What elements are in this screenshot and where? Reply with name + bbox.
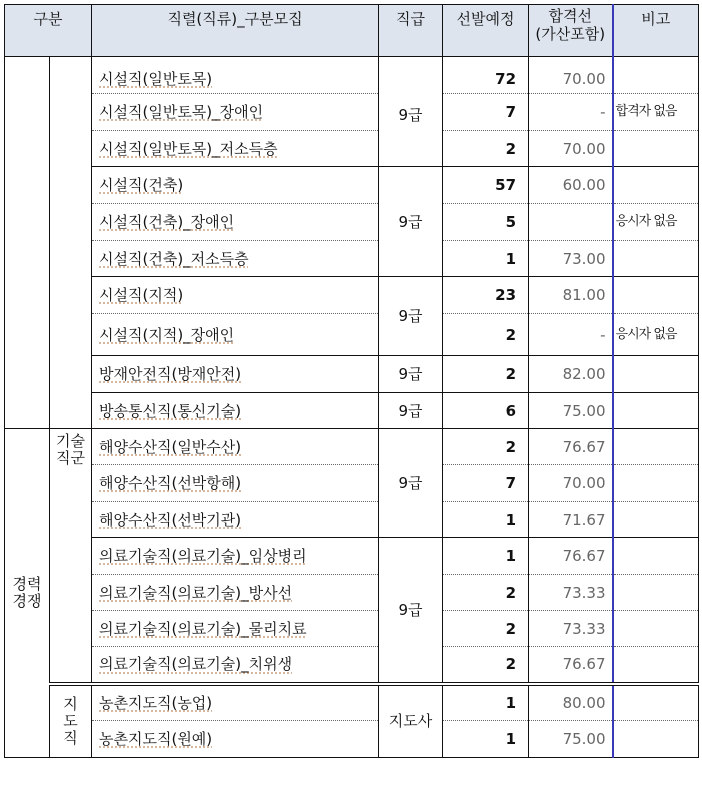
- selection-cell: 5: [443, 204, 529, 241]
- pass-cell: 76.67: [529, 647, 613, 684]
- table-row: [5, 167, 699, 204]
- note-cell: [613, 241, 699, 277]
- note-cell: [613, 465, 699, 502]
- selection-cell: 1: [443, 684, 529, 721]
- spacer-cell: [443, 57, 529, 65]
- table-row: [5, 131, 699, 167]
- table-row: [5, 721, 699, 758]
- selection-cell: 1: [443, 502, 529, 538]
- note-cell: [613, 575, 699, 611]
- note-cell: [613, 721, 699, 758]
- header-category: 구분: [5, 5, 92, 57]
- header-pass-line-1: 합격선: [548, 7, 592, 25]
- pass-cell: 70.00: [529, 65, 613, 94]
- pass-cell: 80.00: [529, 684, 613, 721]
- table-row: [5, 611, 699, 647]
- note-cell: [613, 684, 699, 721]
- header-grade: 직급: [379, 5, 443, 57]
- selection-cell: 72: [443, 65, 529, 94]
- pass-cell: 76.67: [529, 429, 613, 465]
- job-cell: 방송통신직(통신기술): [92, 393, 379, 429]
- header-selection: 선발예정: [443, 5, 529, 57]
- grade-cell: 9급: [379, 167, 443, 277]
- selection-cell: 6: [443, 393, 529, 429]
- subcategory-extension-group: 지도직: [50, 684, 92, 758]
- job-cell: 의료기술직(의료기술)_물리치료: [92, 611, 379, 647]
- note-cell: [613, 65, 699, 94]
- job-cell: 해양수산직(선박항해): [92, 465, 379, 502]
- grade-cell: 9급: [379, 429, 443, 538]
- job-cell: 의료기술직(의료기술)_방사선: [92, 575, 379, 611]
- table-row: [5, 65, 699, 94]
- recruitment-results-table: [4, 4, 699, 758]
- note-cell: [613, 393, 699, 429]
- job-cell: 해양수산직(일반수산): [92, 429, 379, 465]
- pass-cell: 73.33: [529, 611, 613, 647]
- note-cell: [613, 538, 699, 575]
- job-cell: 시설직(건축)_저소득층: [92, 241, 379, 277]
- job-cell: 해양수산직(선박기관): [92, 502, 379, 538]
- grade-cell: 9급: [379, 65, 443, 167]
- pass-cell: [529, 204, 613, 241]
- table-row: [5, 465, 699, 502]
- selection-cell: 57: [443, 167, 529, 204]
- selection-cell: 2: [443, 429, 529, 465]
- subcategory-tech-group: 기술직군: [50, 429, 92, 684]
- table-row: [5, 314, 699, 356]
- selection-cell: 1: [443, 721, 529, 758]
- spacer-cell: [613, 57, 699, 65]
- table-row: [5, 538, 699, 575]
- pass-cell: 73.33: [529, 575, 613, 611]
- selection-cell: 2: [443, 575, 529, 611]
- table-row: [5, 575, 699, 611]
- subcategory-blank-top: [50, 57, 92, 429]
- pass-cell: 70.00: [529, 131, 613, 167]
- grade-cell: 9급: [379, 356, 443, 393]
- selection-cell: 2: [443, 647, 529, 684]
- selection-cell: 23: [443, 277, 529, 314]
- note-cell: [613, 356, 699, 393]
- table-row: [5, 277, 699, 314]
- grade-cell: 9급: [379, 277, 443, 356]
- pass-cell: -: [529, 94, 613, 131]
- grade-cell: 지도사: [379, 684, 443, 758]
- table-row: [5, 647, 699, 684]
- table-row: [5, 241, 699, 277]
- selection-cell: 2: [443, 131, 529, 167]
- selection-cell: 2: [443, 356, 529, 393]
- category-career: 경력경쟁: [5, 429, 50, 758]
- pass-cell: 75.00: [529, 393, 613, 429]
- category-blank-top: [5, 57, 50, 429]
- table-row: [5, 684, 699, 721]
- job-cell: 농촌지도직(농업): [92, 684, 379, 721]
- note-cell: [613, 502, 699, 538]
- selection-cell: 7: [443, 465, 529, 502]
- pass-cell: 76.67: [529, 538, 613, 575]
- selection-cell: 7: [443, 94, 529, 131]
- job-cell: 시설직(지적)_장애인: [92, 314, 379, 356]
- note-cell: [613, 611, 699, 647]
- note-cell: [613, 647, 699, 684]
- spacer-cell: [379, 57, 443, 65]
- note-cell: 응시자 없음: [613, 314, 699, 356]
- grade-cell: 9급: [379, 538, 443, 684]
- job-cell: 의료기술직(의료기술)_임상병리: [92, 538, 379, 575]
- job-cell: 시설직(건축)_장애인: [92, 204, 379, 241]
- selection-cell: 2: [443, 611, 529, 647]
- selection-cell: 1: [443, 241, 529, 277]
- pass-cell: 71.67: [529, 502, 613, 538]
- table-row: [5, 429, 699, 465]
- job-cell: 시설직(일반토목)_장애인: [92, 94, 379, 131]
- job-cell: 시설직(건축): [92, 167, 379, 204]
- header-row: [5, 5, 699, 57]
- spacer-row: [5, 57, 699, 65]
- spacer-cell: [529, 57, 613, 65]
- note-cell: [613, 131, 699, 167]
- table-row: [5, 502, 699, 538]
- table-row: [5, 393, 699, 429]
- note-cell: 응시자 없음: [613, 204, 699, 241]
- pass-cell: 60.00: [529, 167, 613, 204]
- pass-cell: 82.00: [529, 356, 613, 393]
- job-cell: 방재안전직(방재안전): [92, 356, 379, 393]
- header-pass-line-2: (가산포함): [535, 25, 606, 43]
- grade-cell: 9급: [379, 393, 443, 429]
- spacer-cell: [92, 57, 379, 65]
- table-row: [5, 94, 699, 131]
- note-cell: [613, 277, 699, 314]
- job-cell: 의료기술직(의료기술)_치위생: [92, 647, 379, 684]
- pass-cell: 70.00: [529, 465, 613, 502]
- pass-cell: 75.00: [529, 721, 613, 758]
- pass-cell: -: [529, 314, 613, 356]
- note-cell: [613, 167, 699, 204]
- job-cell: 시설직(지적): [92, 277, 379, 314]
- pass-cell: 81.00: [529, 277, 613, 314]
- pass-cell: 73.00: [529, 241, 613, 277]
- header-pass-line: [529, 5, 613, 57]
- table-row: [5, 356, 699, 393]
- selection-cell: 2: [443, 314, 529, 356]
- table-row: [5, 204, 699, 241]
- job-cell: 시설직(일반토목): [92, 65, 379, 94]
- job-cell: 시설직(일반토목)_저소득층: [92, 131, 379, 167]
- selection-cell: 1: [443, 538, 529, 575]
- header-job: 직렬(직류)_구분모집: [92, 5, 379, 57]
- job-cell: 농촌지도직(원예): [92, 721, 379, 758]
- note-cell: 합격자 없음: [613, 94, 699, 131]
- note-cell: [613, 429, 699, 465]
- header-note: 비고: [613, 5, 699, 57]
